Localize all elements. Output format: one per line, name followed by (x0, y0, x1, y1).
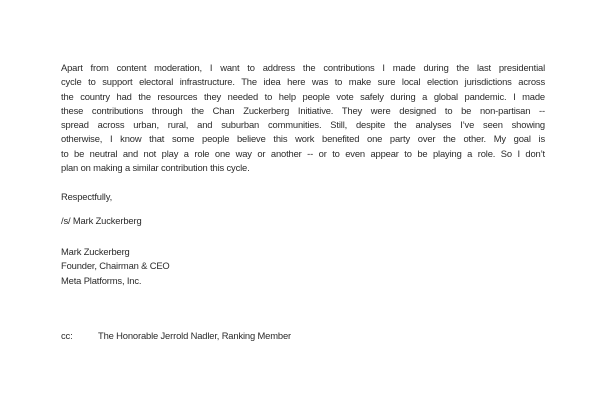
body-line: plan on making a similar contribution this cycle. (61, 162, 250, 174)
cc-recipient: The Honorable Jerrold Nadler, Ranking Member (98, 330, 291, 341)
body-line: the country had the resources they needed to help people vote safely during a global pandemic. I made (61, 90, 545, 102)
signature-block (61, 245, 170, 288)
cc-label: cc: (61, 330, 73, 341)
signer-name: Mark Zuckerberg (61, 246, 130, 257)
signer-title: Founder, Chairman & CEO (61, 260, 170, 272)
body-line: cycle to support electoral infrastructure. The idea here was to make sure local election jurisdictions across (61, 76, 545, 88)
body-line: spread across urban, rural, and suburban communities. Still, despite the analyses I’ve seen showing (61, 119, 545, 131)
signer-company: Meta Platforms, Inc. (61, 274, 142, 286)
letter-body-paragraph (61, 61, 545, 175)
cc-row (61, 329, 291, 343)
body-line: these contributions through the Chan Zuckerberg Initiative. They were designed to be non-partisan -- (61, 104, 545, 116)
body-line: otherwise, I know that some people believe this work benefited one party over the other. My goal is (61, 133, 545, 145)
body-line: Apart from content moderation, I want to address the contributions I made during the last presidential (61, 62, 545, 73)
closing-salutation: Respectfully, (61, 191, 113, 202)
typed-signature: /s/ Mark Zuckerberg (61, 215, 142, 226)
body-line: to be neutral and not play a role one way or another -- or to even appear to be playing a role. So I don’t (61, 147, 545, 159)
